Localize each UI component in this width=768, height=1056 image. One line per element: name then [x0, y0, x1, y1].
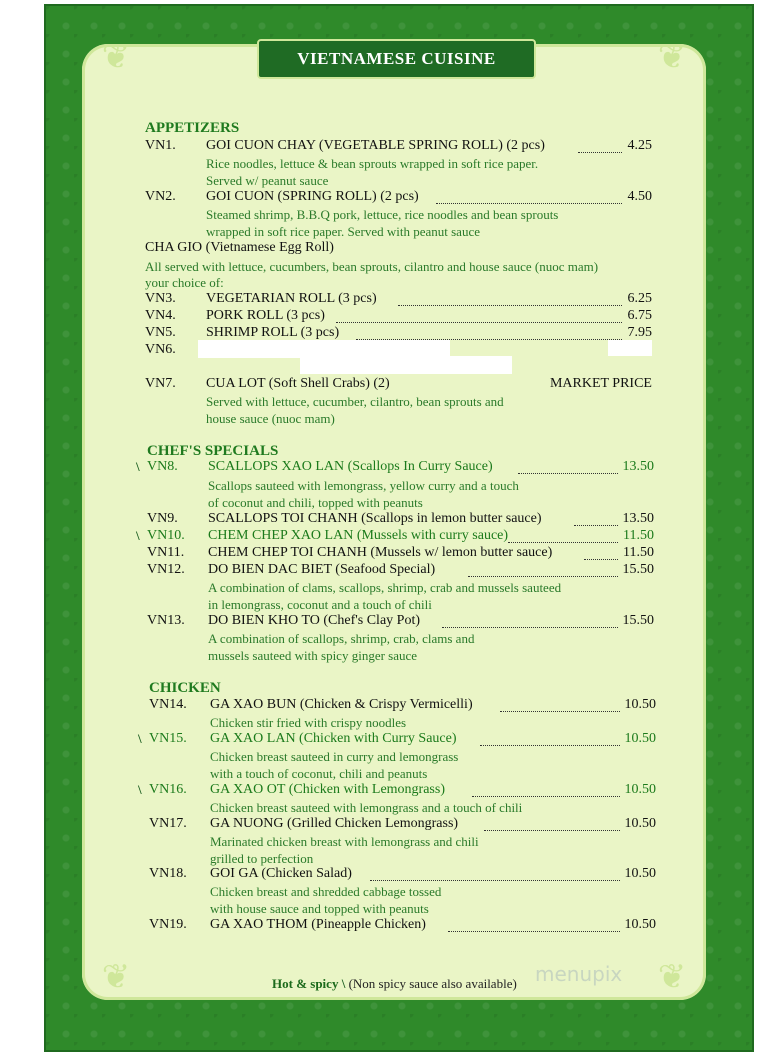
item-name: GA NUONG (Grilled Chicken Lemongrass) [210, 816, 459, 831]
item-description: in lemongrass, coconut and a touch of chili [208, 597, 432, 612]
redacted-area [300, 356, 512, 374]
item-code: VN6. [145, 342, 176, 357]
redacted-area [608, 340, 652, 356]
item-price: 13.50 [622, 511, 654, 526]
item-description: of coconut and chili, topped with peanuts [208, 495, 423, 510]
item-name: GOI CUON (SPRING ROLL) (2 pcs) [206, 189, 419, 204]
item-code: VN9. [147, 511, 178, 526]
leader-dots [370, 879, 620, 881]
item-description: mussels sauteed with spicy ginger sauce [208, 648, 418, 663]
item-price: MARKET PRICE [549, 376, 652, 391]
leader-dots [336, 321, 622, 323]
ornament-bottom-right-icon: ❦ [657, 959, 687, 996]
item-price: 6.25 [627, 291, 652, 306]
leader-dots [574, 524, 618, 526]
item-name: GOI GA (Chicken Salad) [210, 866, 352, 881]
item-code: VN14. [149, 697, 187, 712]
item-price: 11.50 [623, 528, 654, 543]
leader-dots [468, 575, 618, 577]
item-description: with a touch of coconut, chili and peanuts [210, 766, 428, 781]
ornament-top-left-icon: ❦ [101, 39, 131, 76]
item-name: PORK ROLL (3 pcs) [206, 308, 325, 323]
leader-dots [518, 472, 618, 474]
item-price: 7.95 [627, 325, 652, 340]
item-description: Chicken breast and shredded cabbage tossed [210, 884, 442, 899]
item-description: A combination of scallops, shrimp, crab, clams and [208, 631, 475, 646]
item-name: GOI CUON CHAY (VEGETABLE SPRING ROLL) (2 pcs) [206, 138, 545, 153]
item-name: CHEM CHEP XAO LAN (Mussels with curry sauce) [208, 528, 509, 543]
item-code: VN18. [149, 866, 187, 881]
leader-dots [480, 744, 620, 746]
leader-dots [398, 304, 622, 306]
item-name: DO BIEN DAC BIET (Seafood Special) [208, 562, 436, 577]
item-description: Chicken breast sauteed with lemongrass and a touch of chili [210, 800, 523, 815]
item-code: VN11. [147, 545, 185, 560]
item-price: 11.50 [623, 545, 654, 560]
item-name: SHRIMP ROLL (3 pcs) [206, 325, 340, 340]
item-description: with house sauce and topped with peanuts [210, 901, 429, 916]
item-name: GA XAO BUN (Chicken & Crispy Vermicelli) [210, 697, 473, 712]
item-name: GA XAO LAN (Chicken with Curry Sauce) [210, 731, 457, 746]
item-code: VN17. [149, 816, 187, 831]
item-code: VN15. [149, 731, 187, 746]
item-description: Rice noodles, lettuce & bean sprouts wrapped in soft rice paper. [206, 156, 539, 171]
non-spicy-note: (Non spicy sauce also available) [348, 976, 517, 991]
item-price: 15.50 [622, 613, 654, 628]
item-description: A combination of clams, scallops, shrimp, crab and mussels sauteed [208, 580, 562, 595]
item-price: 13.50 [622, 459, 654, 474]
item-description: wrapped in soft rice paper. Served with peanut sauce [206, 224, 480, 239]
hot-spicy-label: Hot & spicy [272, 976, 339, 991]
item-code: VN5. [145, 325, 176, 340]
leader-dots [442, 626, 618, 628]
spicy-mark-icon: \ [341, 976, 346, 991]
page-title: VIETNAMESE CUISINE [257, 39, 536, 79]
item-description: Served with lettuce, cucumber, cilantro, bean sprouts and [206, 394, 504, 409]
spicy-mark-icon: \ [136, 459, 140, 474]
item-name: VEGETARIAN ROLL (3 pcs) [206, 291, 377, 306]
item-description: Chicken stir fried with crispy noodles [210, 715, 407, 730]
item-code: VN1. [145, 138, 176, 153]
item-code: VN7. [145, 376, 176, 391]
ornament-bottom-left-icon: ❦ [101, 959, 131, 996]
spicy-mark-icon: \ [138, 731, 142, 746]
item-code: VN13. [147, 613, 185, 628]
item-name: GA XAO OT (Chicken with Lemongrass) [210, 782, 445, 797]
section-heading-chicken: CHICKEN [149, 680, 221, 696]
item-code: VN4. [145, 308, 176, 323]
ornament-top-right-icon: ❦ [657, 39, 687, 76]
item-price: 10.50 [624, 731, 656, 746]
watermark: menupix [535, 962, 623, 986]
item-description: Scallops sauteed with lemongrass, yellow curry and a touch [208, 478, 519, 493]
item-name: SCALLOPS XAO LAN (Scallops In Curry Sauce) [208, 459, 493, 474]
item-description: grilled to perfection [210, 851, 314, 866]
item-name: CUA LOT (Soft Shell Crabs) (2) [206, 376, 390, 391]
item-description: Marinated chicken breast with lemongrass and chili [210, 834, 479, 849]
leader-dots [584, 558, 618, 560]
item-code: VN10. [147, 528, 185, 543]
section-heading-appetizers: APPETIZERS [145, 120, 240, 136]
item-price: 10.50 [624, 782, 656, 797]
item-group-title: CHA GIO (Vietnamese Egg Roll) [145, 240, 334, 255]
item-price: 15.50 [622, 562, 654, 577]
item-price: 4.50 [627, 189, 652, 204]
item-code: VN16. [149, 782, 187, 797]
spicy-mark-icon: \ [136, 528, 140, 543]
item-price: 10.50 [624, 917, 656, 932]
item-price: 10.50 [624, 866, 656, 881]
item-description: Served w/ peanut sauce [206, 173, 329, 188]
item-code: VN12. [147, 562, 185, 577]
spicy-mark-icon: \ [138, 782, 142, 797]
leader-dots [578, 151, 622, 153]
item-description: Chicken breast sauteed in curry and lemongrass [210, 749, 459, 764]
item-price: 4.25 [627, 138, 652, 153]
item-name: SCALLOPS TOI CHANH (Scallops in lemon butter sauce) [208, 511, 542, 526]
leader-dots [436, 202, 622, 204]
item-price: 6.75 [627, 308, 652, 323]
leader-dots [508, 541, 618, 543]
item-code: VN8. [147, 459, 178, 474]
leader-dots [472, 795, 620, 797]
leader-dots [500, 710, 620, 712]
leader-dots [484, 829, 620, 831]
item-description: your choice of: [145, 275, 224, 290]
item-description: house sauce (nuoc mam) [206, 411, 335, 426]
section-heading-chefs-specials: CHEF'S SPECIALS [147, 443, 279, 459]
item-description: Steamed shrimp, B.B.Q pork, lettuce, rice noodles and bean sprouts [206, 207, 559, 222]
item-code: VN19. [149, 917, 187, 932]
item-name: DO BIEN KHO TO (Chef's Clay Pot) [208, 613, 420, 628]
item-code: VN3. [145, 291, 176, 306]
item-name: GA XAO THOM (Pineapple Chicken) [210, 917, 426, 932]
item-code: VN2. [145, 189, 176, 204]
item-description: All served with lettuce, cucumbers, bean sprouts, cilantro and house sauce (nuoc mam) [145, 259, 599, 274]
leader-dots [448, 930, 620, 932]
footer-note [272, 976, 517, 992]
item-name: CHEM CHEP TOI CHANH (Mussels w/ lemon butter sauce) [208, 545, 553, 560]
item-price: 10.50 [624, 697, 656, 712]
item-price: 10.50 [624, 816, 656, 831]
